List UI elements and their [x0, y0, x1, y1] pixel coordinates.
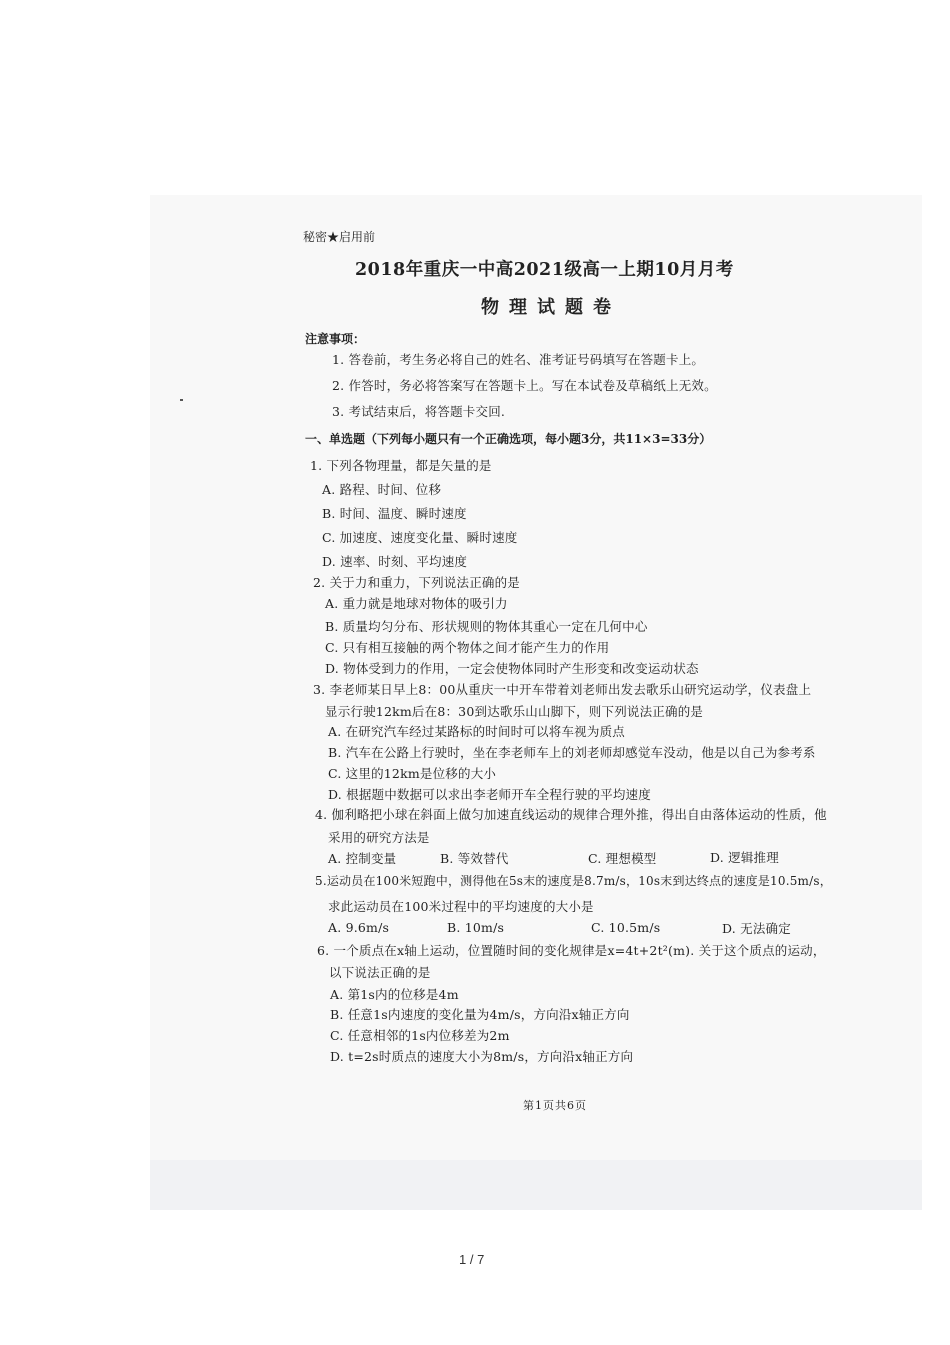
- page-footer: 第1页共6页: [523, 1099, 587, 1112]
- question-stem: 4. 伽利略把小球在斜面上做匀加速直线运动的规律合理外推，得出自由落体运动的性质，他: [315, 807, 827, 822]
- question-stem: 2. 关于力和重力，下列说法正确的是: [313, 575, 521, 590]
- question-option: C. 只有相互接触的两个物体之间才能产生力的作用: [325, 640, 610, 655]
- question-stem: 以下说法正确的是: [329, 965, 431, 980]
- question-option: C. 加速度、速度变化量、瞬时速度: [322, 530, 518, 545]
- question-stem: 5.运动员在100米短跑中，测得他在5s末的速度是8.7m/s，10s末到达终点的速度是10.5m/s，: [315, 874, 832, 888]
- question-option: B. 任意1s内速度的变化量为4m/s，方向沿x轴正方向: [330, 1007, 630, 1022]
- question-option: B. 时间、温度、瞬时速度: [322, 506, 467, 521]
- question-option: A. 重力就是地球对物体的吸引力: [325, 596, 508, 611]
- exam-title: 2018年重庆一中高2021级高一上期10月月考: [355, 260, 734, 280]
- question-option: D. 逻辑推理: [710, 850, 779, 865]
- question-stem: 显示行驶12km后在8：30到达歌乐山山脚下，则下列说法正确的是: [325, 704, 704, 719]
- notes-heading: 注意事项：: [305, 332, 366, 346]
- question-option: D. 物体受到力的作用，一定会使物体同时产生形变和改变运动状态: [325, 661, 699, 676]
- confidential-label: 秘密★启用前: [303, 230, 376, 244]
- question-option: A. 控制变量: [328, 851, 397, 866]
- scan-speck: [180, 399, 183, 401]
- question-option: C. 这里的12km是位移的大小: [328, 766, 497, 781]
- question-stem: 3. 李老师某日早上8：00从重庆一中开车带着刘老师出发去歌乐山研究运动学，仪表盘上: [313, 682, 812, 697]
- notes-item: 1. 答卷前，考生务必将自己的姓名、准考证号码填写在答题卡上。: [332, 352, 705, 367]
- question-stem: 1. 下列各物理量，都是矢量的是: [310, 458, 492, 473]
- scan-bottom-edge: [150, 1160, 922, 1210]
- question-option: D. 速率、时刻、平均速度: [322, 554, 468, 569]
- question-option: A. 9.6m/s: [328, 920, 390, 935]
- question-option: A. 路程、时间、位移: [322, 482, 442, 497]
- question-option: A. 第1s内的位移是4m: [330, 987, 459, 1002]
- question-option: B. 10m/s: [447, 920, 505, 935]
- question-option: D. 根据题中数据可以求出李老师开车全程行驶的平均速度: [328, 787, 651, 802]
- page-indicator: 1 / 7: [459, 1252, 485, 1267]
- question-option: D. 无法确定: [722, 921, 791, 936]
- question-option: C. 理想模型: [588, 851, 657, 866]
- question-option: B. 等效替代: [440, 851, 509, 866]
- question-option: C. 10.5m/s: [591, 920, 661, 935]
- question-stem: 6. 一个质点在x轴上运动，位置随时间的变化规律是x=4t+2t²(m). 关于这个质点的运动，: [317, 943, 826, 958]
- question-stem: 采用的研究方法是: [328, 830, 430, 845]
- question-option: D. t=2s时质点的速度大小为8m/s，方向沿x轴正方向: [330, 1049, 634, 1064]
- notes-item: 2. 作答时，务必将答案写在答题卡上。写在本试卷及草稿纸上无效。: [332, 378, 717, 393]
- question-option: B. 质量均匀分布、形状规则的物体其重心一定在几何中心: [325, 619, 648, 634]
- section-heading: 一、单选题（下列每小题只有一个正确选项，每小题3分，共11×3=33分）: [305, 432, 712, 446]
- subject-title: 物理试题卷: [481, 297, 621, 318]
- notes-item: 3. 考试结束后，将答题卡交回.: [332, 404, 506, 419]
- question-option: B. 汽车在公路上行驶时，坐在李老师车上的刘老师却感觉车没动，他是以自己为参考系: [328, 745, 816, 760]
- question-stem: 求此运动员在100米过程中的平均速度的大小是: [328, 899, 594, 914]
- question-option: A. 在研究汽车经过某路标的时间时可以将车视为质点: [328, 724, 625, 739]
- question-option: C. 任意相邻的1s内位移差为2m: [330, 1028, 510, 1043]
